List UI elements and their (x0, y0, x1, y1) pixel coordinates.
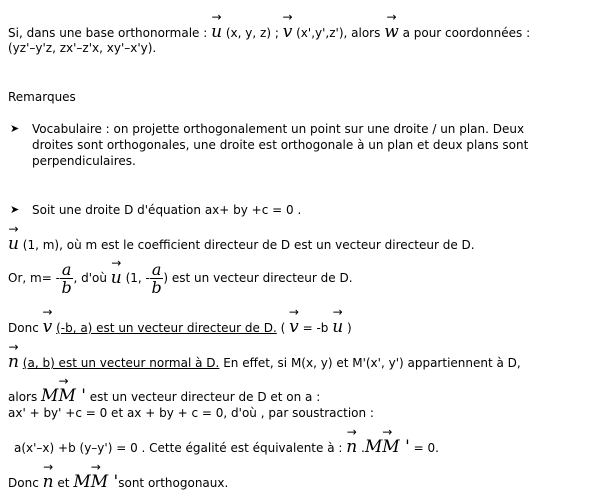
arrow-icon: → (8, 340, 19, 354)
arrow-icon: → (90, 460, 101, 474)
underlined-statement: (-b, a) est un vecteur directeur de D. (56, 321, 277, 335)
bullet1-line2: droites sont orthogonales, une droite est orthogonale à un plan et deux plans sont (32, 138, 529, 152)
arrow-icon: → (382, 425, 393, 439)
intro-line-2: (yz'–y'z, zx'–z'x, xy'–x'y). (8, 41, 157, 55)
arrow-icon: → (111, 256, 122, 270)
vector-u: → u (110, 256, 122, 288)
arrow-icon: → (211, 10, 222, 24)
intro-text: Si, dans une base orthonormale : (8, 26, 208, 40)
vector-n: → n (346, 425, 358, 457)
arrow-icon: → (43, 460, 54, 474)
vector-u: → u (8, 222, 19, 254)
vector-u: → u (211, 10, 223, 42)
vector-n: → n (8, 340, 19, 372)
bullet1-line1: Vocabulaire : on projette orthogonalement un point sur une droite / un plan. Deux (32, 122, 525, 136)
section-heading: Remarques (8, 90, 76, 104)
arrow-icon: → (332, 305, 343, 319)
intro-text: (x, y, z) ; (225, 26, 279, 40)
underlined-statement: (a, b) est un vecteur normal à D. (22, 356, 220, 370)
bullet-icon: ➤ (10, 203, 20, 216)
vector-v: → v (288, 305, 299, 337)
arrow-icon: → (42, 305, 53, 319)
vector-n: → n (42, 460, 54, 492)
arrow-icon: → (346, 425, 357, 439)
intro-text: (x',y',z'), alors (296, 26, 381, 40)
arrow-icon: → (8, 222, 19, 236)
vector-v: → v (42, 305, 53, 337)
direction-vector-line: → u (1, m), où m est le coefficient directeur de D est un vecteur directeur de D. (8, 222, 475, 254)
arrow-icon: → (288, 305, 299, 319)
equations-line: ax' + by' +c = 0 et ax + by + c = 0, d'où , par soustraction : (8, 406, 374, 420)
normal-vector-line: → n (a, b) est un vecteur normal à D. En effet, si M(x, y) et M'(x', y') appartiennent à D, (8, 340, 521, 372)
arrow-icon: → (58, 374, 69, 388)
equality-line: a(x'–x) +b (y–y') = 0 . Cette égalité est équivalente à : → n . → MM ' = 0. (14, 425, 439, 457)
arrow-icon: → (386, 10, 397, 24)
alors-line: alors → MM ' est un vecteur directeur de D et on a : (8, 374, 321, 406)
vector-w: → w (384, 10, 399, 42)
conclusion-line: Donc → n et → MM 'sont orthogonaux. (8, 460, 229, 492)
vector-u: → u (332, 305, 344, 337)
bullet2-line1: Soit une droite D d'équation ax+ by +c = 0 . (32, 203, 302, 217)
fraction-a-over-b: $\frac{a}{b}$ (151, 259, 162, 297)
donc-v-line: Donc → v (-b, a) est un vecteur directeur de D. ( → v = -b → u ) (8, 305, 352, 337)
vector-v: → v (282, 10, 293, 42)
intro-line-1 (8, 10, 531, 42)
bullet1-line3: perpendiculaires. (32, 154, 136, 168)
vector-mm: → MM ' (41, 374, 86, 406)
bullet-icon: ➤ (10, 122, 20, 135)
intro-text: a pour coordonnées : (402, 26, 531, 40)
fraction-a-over-b: $\frac{a}{b}$ (61, 259, 72, 297)
vector-mm: → MM ' (364, 425, 410, 457)
slope-line: Or, m= - $\frac{a}{b}$ , d'où → u (1, - $\frac{a}{b}$ ) est un vecteur directeur de D. (8, 256, 353, 297)
arrow-icon: → (282, 10, 293, 24)
vector-mm: → MM ' (73, 460, 119, 492)
